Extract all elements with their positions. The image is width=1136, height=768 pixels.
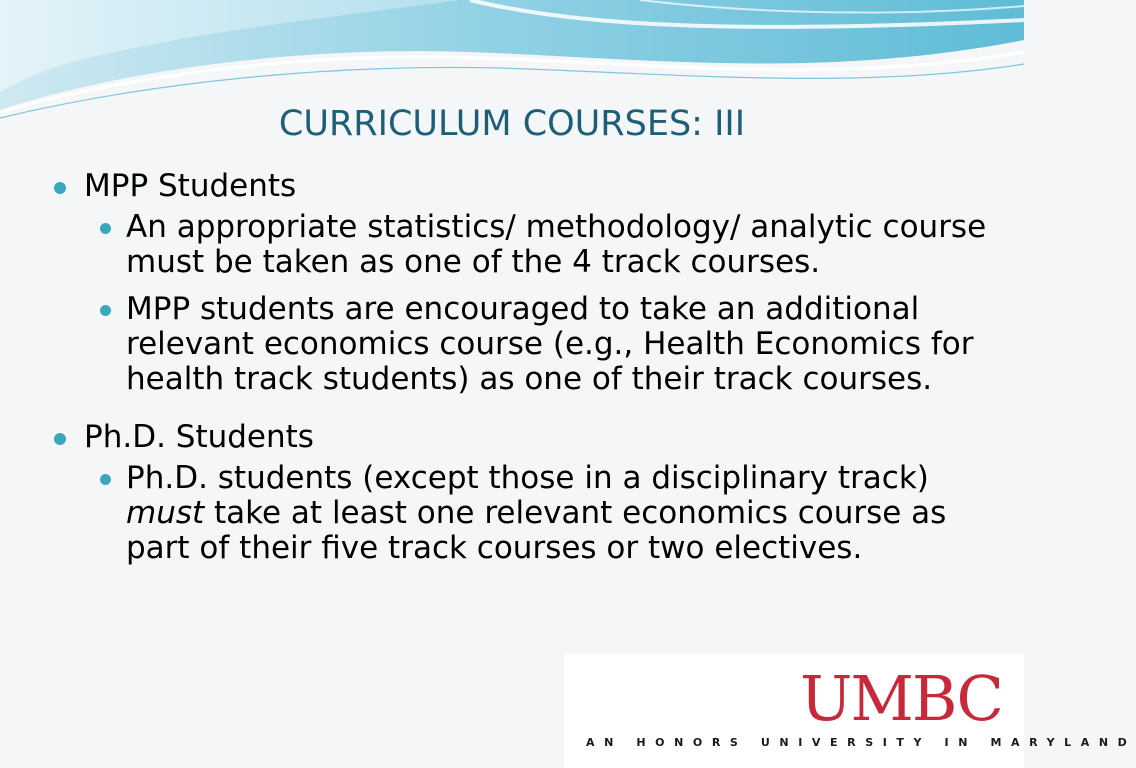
section-heading-text: MPP Students xyxy=(84,168,297,204)
list-item xyxy=(48,461,988,566)
section-heading-phd xyxy=(48,419,988,455)
list-item xyxy=(48,210,988,280)
bullet-icon xyxy=(100,223,111,234)
umbc-logo xyxy=(564,654,1136,768)
section-heading-mpp xyxy=(48,168,988,204)
list-item-text-before: Ph.D. students (except those in a disciplinary track) xyxy=(126,460,929,496)
umbc-logo-tagline: AN HONORS UNIVERSITY IN MARYLAND xyxy=(586,736,1136,749)
list-item-text: MPP students are encouraged to take an additional relevant economics course (e.g., Health Economics for health track students) as one of their track courses. xyxy=(126,291,974,397)
umbc-logo-wordmark: UMBC xyxy=(800,662,1002,735)
section-heading-text: Ph.D. Students xyxy=(84,419,314,455)
list-item-text-after: take at least one relevant economics course as part of their five track courses or two electives. xyxy=(126,495,947,566)
list-item xyxy=(48,292,988,397)
list-item-emphasis: must xyxy=(126,495,205,531)
slide-title: CURRICULUM COURSES: III xyxy=(278,104,746,144)
bullet-icon xyxy=(54,433,66,445)
bullet-icon xyxy=(100,474,111,485)
bullet-icon xyxy=(54,182,66,194)
list-item-text: An appropriate statistics/ methodology/ analytic course must be taken as one of the 4 track courses. xyxy=(126,209,987,280)
slide-content xyxy=(48,168,988,566)
bullet-icon xyxy=(100,305,111,316)
